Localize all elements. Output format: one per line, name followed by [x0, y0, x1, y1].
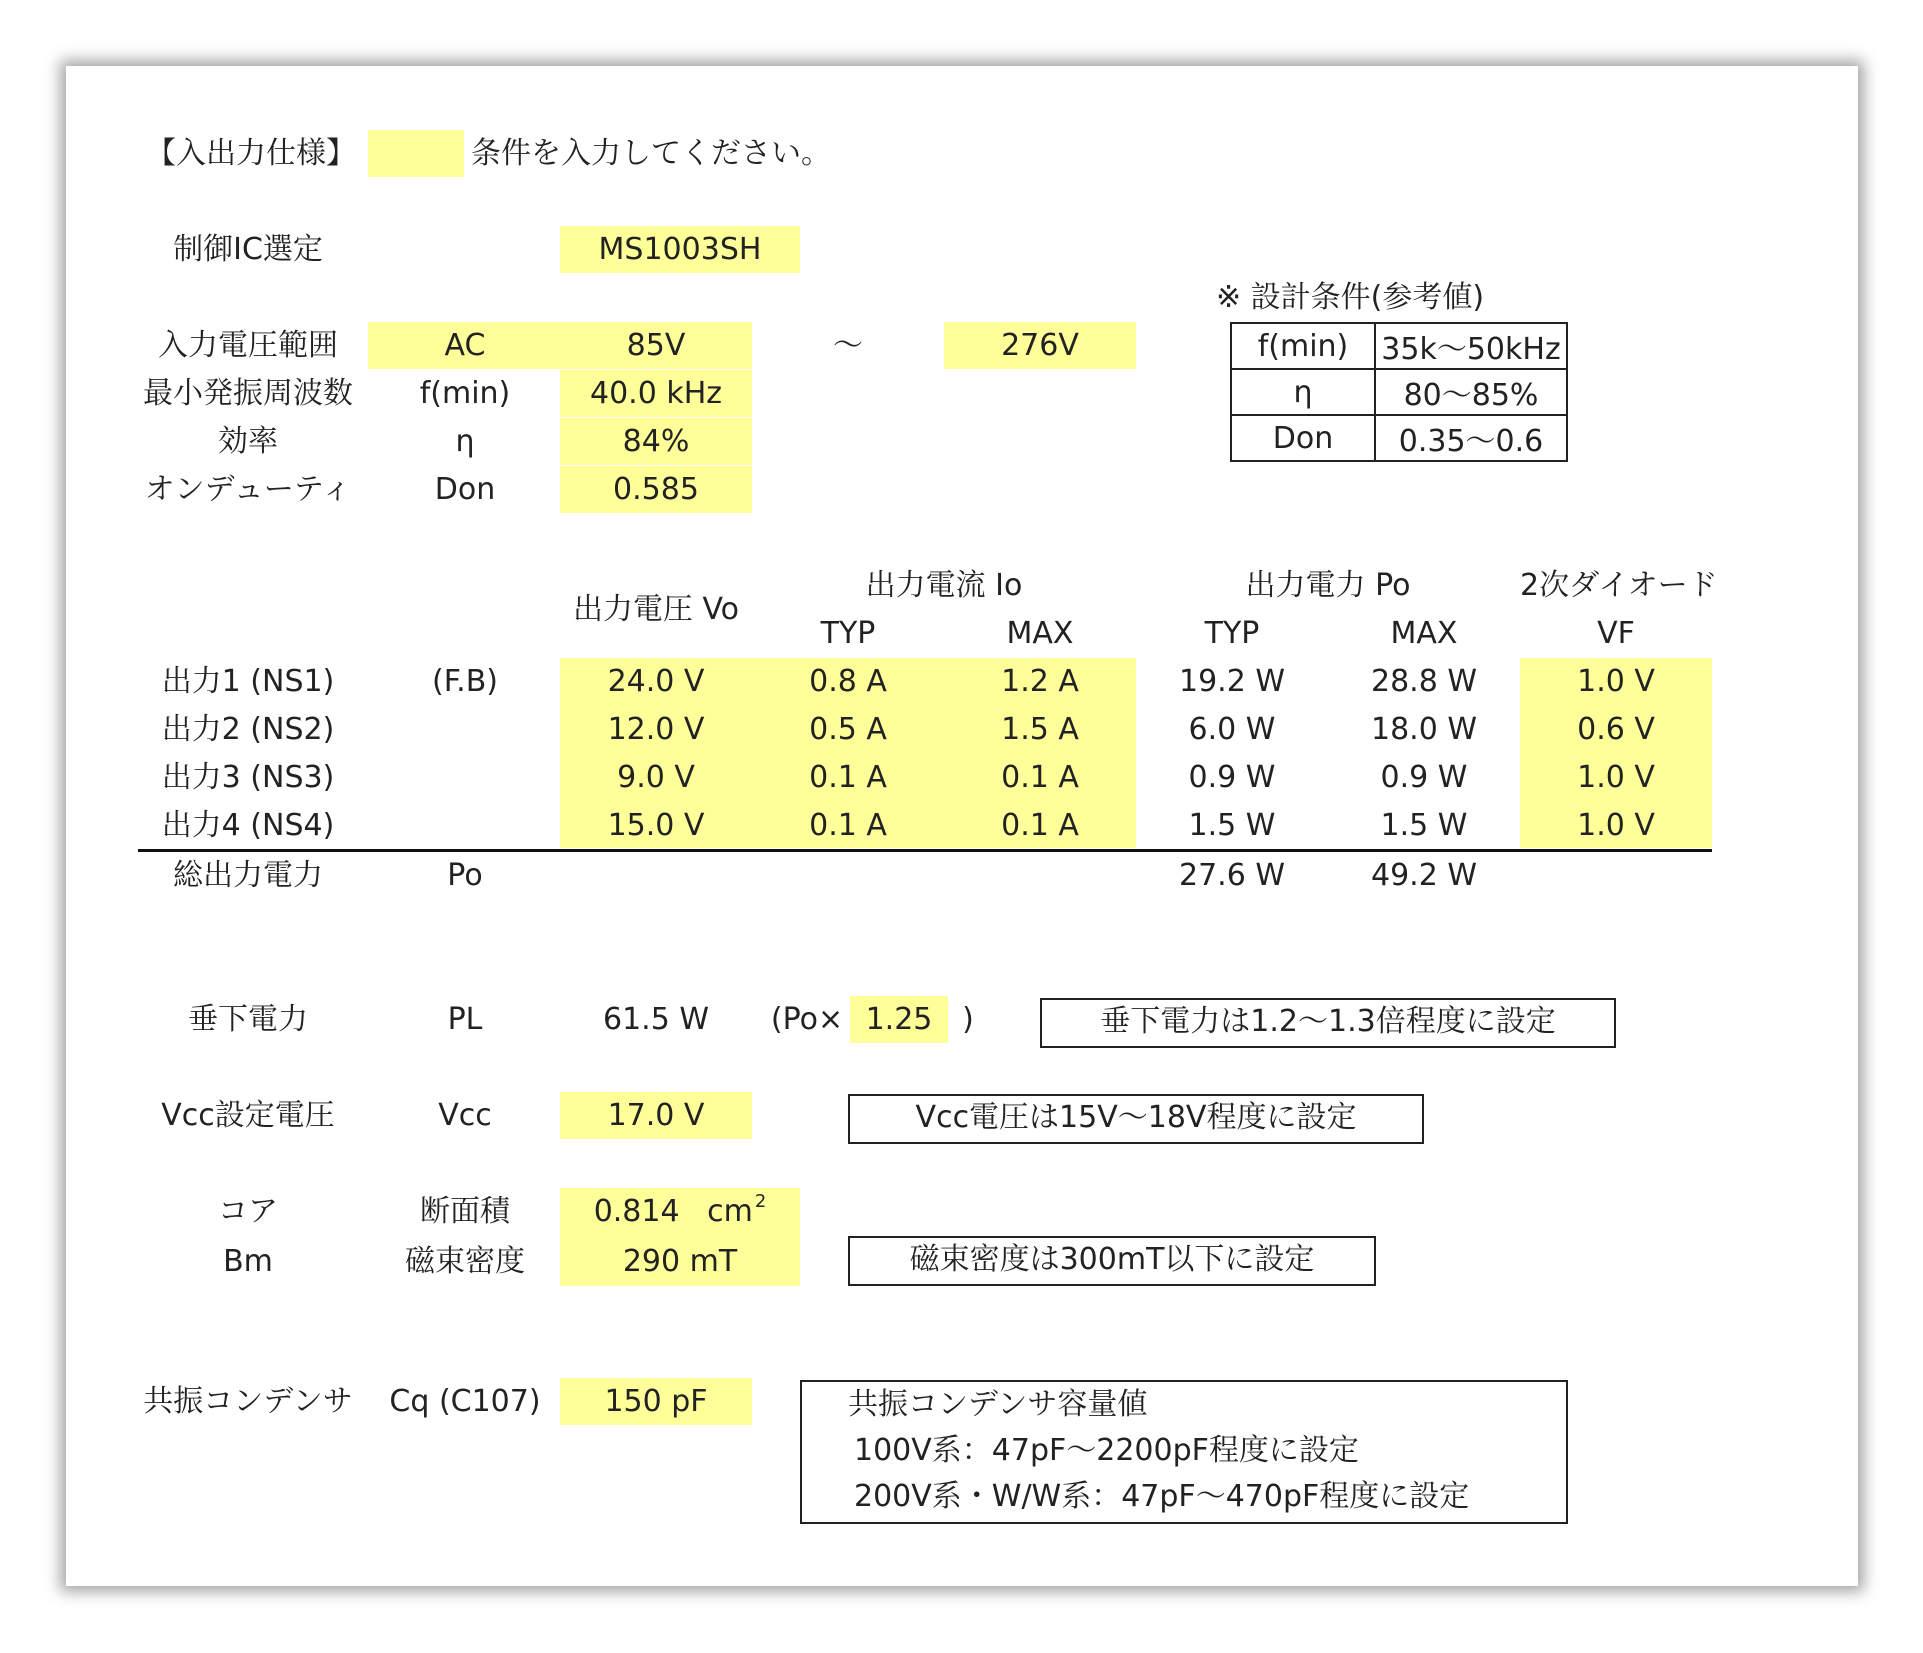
header-current-typ: TYP — [820, 616, 876, 651]
output-io-typ[interactable]: 0.5 A — [809, 712, 887, 747]
reference-value: 80～85% — [1375, 369, 1567, 415]
output-io-typ[interactable]: 0.1 A — [809, 808, 887, 843]
spec-sheet — [66, 66, 1858, 1586]
output-note: (F.B) — [432, 664, 498, 699]
reference-table — [1230, 322, 1568, 462]
header-output-current: 出力電流 Io — [865, 568, 1023, 603]
ic-label: 制御IC選定 — [173, 232, 323, 267]
core-bm-label: Bm — [223, 1244, 273, 1279]
efficiency-symbol: η — [455, 424, 475, 459]
output-vf[interactable]: 1.0 V — [1577, 808, 1655, 843]
output-po-max: 28.8 W — [1371, 664, 1477, 699]
input-voltage-max[interactable]: 276V — [944, 322, 1136, 369]
core-label: コア — [218, 1194, 278, 1229]
ic-select[interactable]: MS1003SH — [560, 226, 800, 273]
vcc-note: Vcc電圧は15V～18V程度に設定 — [848, 1094, 1424, 1144]
output-po-max: 1.5 W — [1380, 808, 1468, 843]
input-voltage-prefix: AC — [368, 322, 562, 369]
header-output-power: 出力電力 Po — [1245, 568, 1411, 603]
reference-title: ※ 設計条件(参考値) — [1216, 280, 1485, 315]
droop-label: 垂下電力 — [188, 1002, 308, 1037]
output-vf[interactable]: 1.0 V — [1577, 760, 1655, 795]
input-voltage-min[interactable]: 85V — [560, 322, 752, 369]
output-io-max[interactable]: 0.1 A — [1001, 760, 1079, 795]
header-diode-vf: VF — [1597, 616, 1635, 651]
vcc-label: Vcc設定電圧 — [161, 1098, 335, 1133]
output-io-max[interactable]: 1.5 A — [1001, 712, 1079, 747]
droop-value: 61.5 W — [603, 1002, 709, 1037]
output-po-typ: 1.5 W — [1188, 808, 1276, 843]
output-po-typ: 0.9 W — [1188, 760, 1276, 795]
core-area-unit-sup: 2 — [754, 1191, 767, 1212]
output-name: 出力4 (NS4) — [161, 808, 335, 843]
output-vo[interactable]: 24.0 V — [607, 664, 705, 699]
droop-factor-suffix: ) — [962, 1002, 974, 1037]
vcc-symbol: Vcc — [438, 1098, 492, 1133]
output-io-typ[interactable]: 0.8 A — [809, 664, 887, 699]
reference-value: 35k～50kHz — [1375, 323, 1567, 369]
freq-symbol: f(min) — [419, 376, 511, 411]
efficiency-value[interactable]: 84% — [560, 418, 752, 465]
core-bm-value[interactable]: 290 mT — [622, 1244, 738, 1279]
output-name: 出力3 (NS3) — [161, 760, 335, 795]
droop-symbol: PL — [447, 1002, 483, 1037]
core-area-unit: cm — [707, 1194, 753, 1229]
core-bm-name: 磁束密度 — [405, 1244, 525, 1279]
reference-param: f(min) — [1231, 323, 1375, 369]
output-po-max: 18.0 W — [1371, 712, 1477, 747]
output-po-typ: 19.2 W — [1179, 664, 1285, 699]
reference-row — [1231, 369, 1567, 415]
output-vo[interactable]: 9.0 V — [617, 760, 695, 795]
reference-row — [1231, 415, 1567, 461]
reference-param: Don — [1231, 415, 1375, 461]
capacitor-value[interactable]: 150 pF — [560, 1378, 752, 1425]
core-note: 磁束密度は300mT以下に設定 — [848, 1236, 1376, 1286]
vcc-value[interactable]: 17.0 V — [560, 1092, 752, 1139]
duty-value[interactable]: 0.585 — [560, 466, 752, 513]
capacitor-symbol: Cq (C107) — [389, 1384, 541, 1419]
reference-value: 0.35～0.6 — [1375, 415, 1567, 461]
total-po-typ: 27.6 W — [1179, 858, 1285, 893]
total-po-max: 49.2 W — [1371, 858, 1477, 893]
output-vf[interactable]: 0.6 V — [1577, 712, 1655, 747]
input-color-legend — [368, 130, 464, 177]
total-label: 総出力電力 — [173, 858, 323, 893]
output-io-max[interactable]: 1.2 A — [1001, 664, 1079, 699]
header-power-max: MAX — [1390, 616, 1458, 651]
output-vo[interactable]: 12.0 V — [607, 712, 705, 747]
section-title: 【入出力仕様】 — [146, 136, 356, 171]
droop-note: 垂下電力は1.2～1.3倍程度に設定 — [1040, 998, 1616, 1048]
header-power-typ: TYP — [1204, 616, 1260, 651]
core-area-label: 断面積 — [420, 1194, 510, 1229]
duty-symbol: Don — [434, 472, 496, 507]
duty-label: オンデューティ — [144, 472, 352, 507]
efficiency-label: 効率 — [218, 424, 278, 459]
capacitor-note — [800, 1380, 1568, 1524]
header-output-voltage: 出力電圧 Vo — [572, 592, 740, 627]
freq-label: 最小発振周波数 — [143, 376, 353, 411]
instruction-text: 条件を入力してください。 — [471, 136, 831, 171]
droop-factor[interactable]: 1.25 — [850, 996, 948, 1043]
output-name: 出力2 (NS2) — [161, 712, 335, 747]
droop-factor-prefix: (Po× — [770, 1002, 844, 1037]
total-symbol: Po — [447, 858, 483, 893]
freq-value[interactable]: 40.0 kHz — [560, 370, 752, 417]
output-io-typ[interactable]: 0.1 A — [809, 760, 887, 795]
tilde: ～ — [833, 328, 863, 363]
core-area-number: 0.814 — [593, 1194, 680, 1229]
input-voltage-label: 入力電圧範囲 — [158, 328, 338, 363]
capacitor-note-title: 共振コンデンサ容量値 — [848, 1387, 1148, 1422]
reference-param: η — [1231, 369, 1375, 415]
capacitor-label: 共振コンデンサ — [143, 1384, 353, 1419]
output-vf[interactable]: 1.0 V — [1577, 664, 1655, 699]
header-current-max: MAX — [1006, 616, 1074, 651]
output-io-max[interactable]: 0.1 A — [1001, 808, 1079, 843]
capacitor-note-line2: 200V系・W/W系：47pF～470pF程度に設定 — [854, 1479, 1470, 1514]
capacitor-note-line1: 100V系：47pF～2200pF程度に設定 — [854, 1433, 1359, 1468]
reference-row — [1231, 323, 1567, 369]
core-area-value[interactable] — [560, 1188, 800, 1235]
output-po-typ: 6.0 W — [1188, 712, 1276, 747]
output-name: 出力1 (NS1) — [161, 664, 335, 699]
header-diode: 2次ダイオード — [1520, 568, 1718, 603]
output-po-max: 0.9 W — [1380, 760, 1468, 795]
output-vo[interactable]: 15.0 V — [607, 808, 705, 843]
